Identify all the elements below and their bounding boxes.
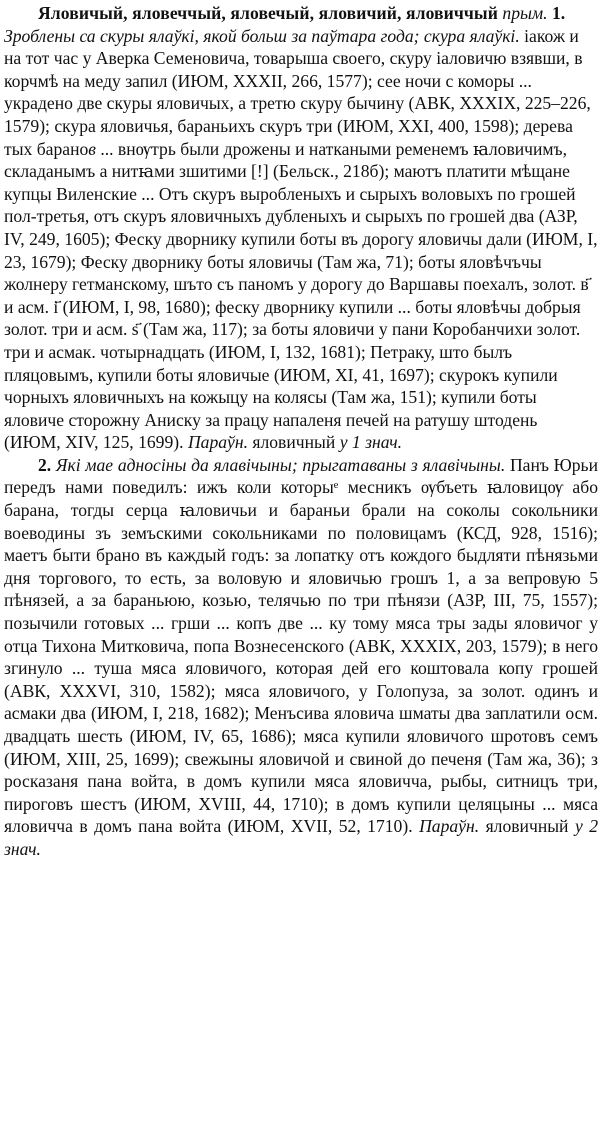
sense-1-citations-cont: ... внѹтрь были дрожены и наткаными ременемъ	[95, 138, 474, 159]
headword: Яловичый, яловеччый, яловечый, яловичий, яловиччый	[38, 3, 498, 23]
sense-2-number: 2.	[38, 454, 52, 475]
sense-2-paron-word: яловичный	[485, 816, 569, 837]
sense-1-paron-ref: у 1 знач.	[339, 432, 403, 453]
sense-2-citations: Панъ Юрьи передъ нами поведилъ: ижъ коли которыᵉ месникъ ѹбъеть ꙗловицѹ або барана, тогды серца ꙗловичьи и бараньи брали на соколы сокольники воеводины зъ земъскими сокольниками по половицамъ (КСД, 928, 1516); маетъ быти брано въ каждый годъ: за лопатку отъ кождого быдляти пѣнязьми дня торгового, то есть, за воловую и яловичью грошъ 1, а за вепровую 5 пѣнязей, а за бараньюю, козью, телячью по три пѣнязи (АЗР, III, 75, 1557); позычили готовых ... грши ... копъ две ... ку тому мяса тры зады яловичог у отца Тихона Митковича, попа Вознесенского (АВК, XXXIX, 203, 1579); в него згинуло ... туша мяса яловичого, которая дей его коштовала копу грошей (АВК, XXXVI, 310, 1582); мяса яловичого, у Голопуза, за золот. одинъ и асмаки два (ИЮМ, I, 218, 1682); Менъсива яловича шматы два заплатили осм. двадцать шесть (ИЮМ, IV, 65, 1686); мяса купили яловичого шротовъ семъ (ИЮМ, XIII, 25, 1699); свежыны яловичой и свиной до печеня (Там жа, 36); з росказаня пана войта, в домъ купили мяса яловичча, рыбы, ситницъ три, пироговъ шестъ (ИЮМ, XVIII, 44, 1710); в домъ купили целяцыны ... мяса яловичча в домъ пана войта (ИЮМ, XVII, 52, 1710).	[4, 454, 598, 837]
sense-1-citations-cont-2: ꙗловичимъ, складанымъ а нитꙗми зшитими [!] (Бельск., 218б); маютъ платити мѣщане купцы Виленские ... Отъ скуръ выробленыхъ и сырыхъ воловыхъ по грошей пол-третья, отъ скуръ яловичныхъ дубленыхъ и сырыхъ по грошей два (АЗР, IV, 249, 1605); Феску дворнику купили боты въ дорогу яловичы дали (ИЮМ, I, 23, 1679); Феску дворнику боты яловичы (Там жа, 71); боты яловѣчъчы жолнеру гетманскому, шъто съ паномъ у дорогу до Варшавы поехалъ, золот. в҃ и асм. і҃ (ИЮМ, I, 98, 1680); феску дворнику купили ... боты яловѣчы добрыя золот. три и асм. ѕ҃ (Там жа, 117); за боты яловичи у пани Коробанчихи золот. три и асмак. чотырнадцать (ИЮМ, I, 132, 1681); Петраку, што былъ пляцовымъ, купили боты яловичые (ИЮМ, XI, 41, 1697); скурокъ купили чорныхъ яловичныхъ на кожыцу на колясы (Там жа, 151); купили боты яловиче сторожну Аниску за працу напаленя печей на ратушу штодень (ИЮМ, XIV, 125, 1699).	[4, 138, 598, 453]
sense-1-paron-word: яловичный	[252, 432, 336, 453]
part-of-speech: прым.	[502, 3, 548, 23]
sense-2-paron-label: Параўн.	[419, 816, 480, 837]
sense-1-number: 1.	[551, 3, 566, 23]
sense-2-paron-ref: у 2 знач.	[4, 816, 598, 859]
sense-1-paron-label: Параўн.	[187, 432, 248, 453]
sense-1-citations: іакож и на тот час у Аверка Семеновича, товарыша своего, скуру іаловичю взявши, в корчмѣ на меду запил (ИЮМ, XXXII, 266, 1577); сее ночи с коморы ... украдено две скуры яловичых, а третю скуру бычину (АВК, XXXIX, 225–226, 1579); скура яловичья, бараньихъ скуръ три (ИЮМ, XXI, 400, 1598); дерева тых барано	[4, 25, 591, 159]
entry-sense-1	[4, 2, 598, 454]
sense-1-definition: Зроблены са скуры ялаўкі, якой больш за паўтара года; скура ялаўкі.	[4, 25, 520, 46]
sense-1-citation-italic: в	[88, 138, 96, 159]
entry-sense-2	[4, 454, 598, 861]
sense-2-definition: Які мае адносіны да ялавічыны; прыгатаваны з ялавічыны.	[55, 454, 506, 475]
